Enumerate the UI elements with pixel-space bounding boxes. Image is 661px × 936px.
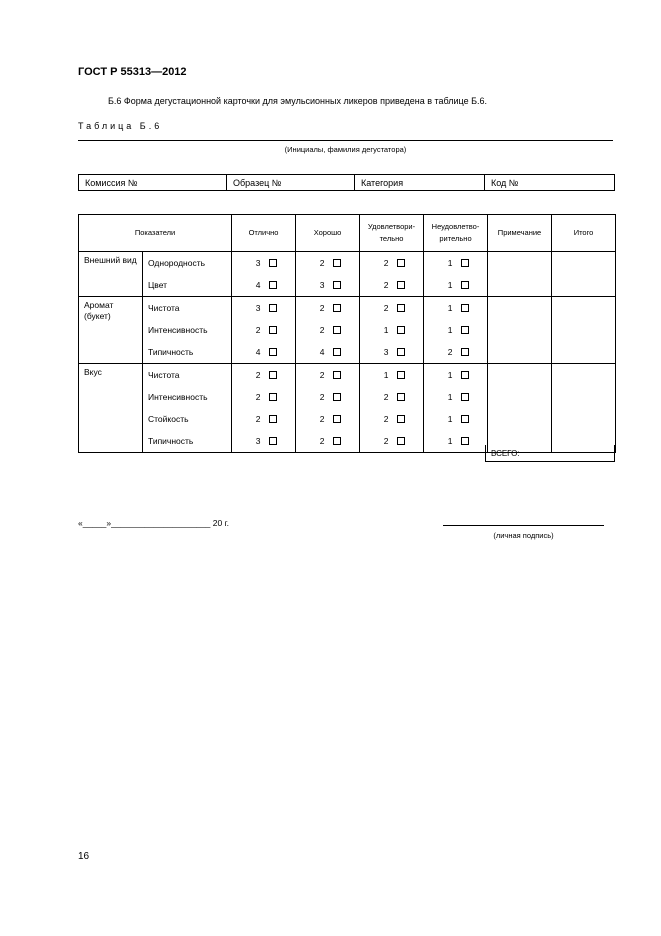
score-column	[360, 297, 424, 364]
score-checkbox[interactable]	[333, 281, 341, 289]
group-row	[79, 364, 616, 453]
score-column	[232, 297, 296, 364]
total-cell[interactable]	[552, 297, 616, 364]
score-checkbox[interactable]	[269, 393, 277, 401]
score-value: 4	[255, 280, 261, 290]
total-cell[interactable]	[552, 364, 616, 453]
table-label: Таблица Б.6	[78, 121, 163, 131]
score-value: 1	[447, 414, 453, 424]
score-option[interactable]	[424, 297, 487, 319]
score-option[interactable]	[232, 297, 295, 319]
indicator-name: Интенсивность	[148, 325, 208, 335]
score-value: 4	[255, 347, 261, 357]
score-value: 2	[447, 347, 453, 357]
score-option[interactable]	[424, 364, 487, 386]
score-option[interactable]	[424, 341, 487, 363]
score-value: 1	[447, 258, 453, 268]
score-checkbox[interactable]	[461, 326, 469, 334]
score-column	[232, 364, 296, 453]
score-option[interactable]	[360, 408, 423, 430]
score-checkbox[interactable]	[461, 304, 469, 312]
indicator-name: Стойкость	[148, 414, 189, 424]
score-option[interactable]	[296, 252, 359, 274]
score-column	[360, 252, 424, 297]
score-checkbox[interactable]	[333, 259, 341, 267]
score-checkbox[interactable]	[461, 348, 469, 356]
score-value: 2	[255, 325, 261, 335]
score-option[interactable]	[360, 430, 423, 452]
score-checkbox[interactable]	[397, 437, 405, 445]
score-column	[424, 297, 488, 364]
score-checkbox[interactable]	[269, 371, 277, 379]
score-option[interactable]	[424, 430, 487, 452]
info-table	[78, 174, 615, 191]
score-option[interactable]	[424, 252, 487, 274]
indicator-name: Типичность	[148, 436, 194, 446]
signature-line	[443, 525, 604, 526]
score-value: 1	[447, 325, 453, 335]
score-value: 2	[255, 392, 261, 402]
document-standard-title: ГОСТ Р 55313—2012	[78, 66, 187, 78]
header-indicators: Показатели	[79, 215, 232, 252]
score-checkbox[interactable]	[397, 348, 405, 356]
score-checkbox[interactable]	[461, 371, 469, 379]
score-option[interactable]	[232, 430, 295, 452]
indicator-list	[143, 252, 232, 297]
taster-name-line	[78, 140, 613, 141]
score-value: 2	[319, 258, 325, 268]
header-satisfactory: Удовлетвори- тельно	[360, 215, 424, 252]
info-cell-sample: Образец №	[227, 175, 355, 191]
score-option[interactable]	[424, 274, 487, 296]
info-cell-category: Категория	[355, 175, 485, 191]
tasting-table	[78, 214, 616, 453]
score-value: 2	[383, 280, 389, 290]
score-checkbox[interactable]	[269, 281, 277, 289]
score-value: 1	[447, 392, 453, 402]
score-option[interactable]	[360, 341, 423, 363]
date-line: «_____»_____________________ 20 г.	[78, 518, 229, 528]
score-value: 2	[383, 414, 389, 424]
header-good: Хорошо	[296, 215, 360, 252]
score-checkbox[interactable]	[397, 371, 405, 379]
score-value: 3	[319, 280, 325, 290]
group-row	[79, 252, 616, 297]
taster-name-caption: (Инициалы, фамилия дегустатора)	[284, 145, 407, 154]
score-value: 1	[447, 280, 453, 290]
score-value: 2	[319, 325, 325, 335]
header-note: Примечание	[488, 215, 552, 252]
score-checkbox[interactable]	[461, 437, 469, 445]
total-box	[485, 445, 615, 462]
score-value: 1	[383, 325, 389, 335]
group-name: Внешний вид	[79, 252, 143, 297]
score-column	[424, 364, 488, 453]
indicator-name: Однородность	[148, 258, 206, 268]
score-checkbox[interactable]	[333, 393, 341, 401]
score-value: 2	[255, 370, 261, 380]
score-value: 2	[383, 436, 389, 446]
indicator-list	[143, 297, 232, 364]
score-checkbox[interactable]	[397, 326, 405, 334]
indicator-name: Чистота	[148, 303, 180, 313]
note-cell[interactable]	[488, 364, 552, 453]
score-value: 1	[447, 370, 453, 380]
score-checkbox[interactable]	[269, 326, 277, 334]
score-option[interactable]	[296, 364, 359, 386]
indicator-name: Цвет	[148, 280, 168, 290]
score-option[interactable]	[232, 408, 295, 430]
score-column	[296, 252, 360, 297]
score-option[interactable]	[360, 319, 423, 341]
score-value: 3	[255, 303, 261, 313]
score-checkbox[interactable]	[397, 415, 405, 423]
score-value: 2	[319, 414, 325, 424]
note-cell[interactable]	[488, 252, 552, 297]
score-column	[424, 252, 488, 297]
score-checkbox[interactable]	[333, 326, 341, 334]
score-column	[296, 297, 360, 364]
group-name: Аромат (букет)	[79, 297, 143, 364]
score-option[interactable]	[232, 364, 295, 386]
group-name: Вкус	[79, 364, 143, 453]
score-option[interactable]	[424, 386, 487, 408]
score-option[interactable]	[232, 274, 295, 296]
score-checkbox[interactable]	[333, 304, 341, 312]
score-value: 3	[383, 347, 389, 357]
score-value: 3	[255, 436, 261, 446]
total-label: ВСЕГО:	[486, 445, 615, 462]
score-option[interactable]	[360, 297, 423, 319]
score-checkbox[interactable]	[397, 304, 405, 312]
score-value: 1	[383, 370, 389, 380]
score-value: 2	[319, 392, 325, 402]
score-option[interactable]	[296, 341, 359, 363]
score-option[interactable]	[360, 274, 423, 296]
score-checkbox[interactable]	[269, 304, 277, 312]
score-option[interactable]	[296, 430, 359, 452]
header-excellent: Отлично	[232, 215, 296, 252]
score-option[interactable]	[360, 364, 423, 386]
score-option[interactable]	[232, 252, 295, 274]
score-checkbox[interactable]	[461, 281, 469, 289]
score-value: 2	[383, 392, 389, 402]
note-cell[interactable]	[488, 297, 552, 364]
total-cell[interactable]	[552, 252, 616, 297]
score-checkbox[interactable]	[397, 393, 405, 401]
score-option[interactable]	[360, 252, 423, 274]
score-option[interactable]	[232, 341, 295, 363]
score-checkbox[interactable]	[397, 259, 405, 267]
page-number: 16	[78, 851, 90, 862]
score-value: 2	[319, 370, 325, 380]
score-option[interactable]	[296, 274, 359, 296]
signature-caption: (личная подпись)	[493, 531, 554, 540]
score-checkbox[interactable]	[461, 393, 469, 401]
score-checkbox[interactable]	[397, 281, 405, 289]
score-checkbox[interactable]	[269, 437, 277, 445]
score-value: 1	[447, 303, 453, 313]
score-option[interactable]	[296, 297, 359, 319]
score-checkbox[interactable]	[333, 415, 341, 423]
score-value: 1	[447, 436, 453, 446]
header-unsatisfactory: Неудовлетво- рительно	[424, 215, 488, 252]
score-value: 2	[319, 303, 325, 313]
indicator-list	[143, 364, 232, 453]
intro-paragraph: Б.6 Форма дегустационной карточки для эмульсионных ликеров приведена в таблице Б.6.	[108, 96, 488, 106]
indicator-name: Чистота	[148, 370, 180, 380]
score-value: 2	[383, 258, 389, 268]
score-value: 2	[255, 414, 261, 424]
score-checkbox[interactable]	[461, 415, 469, 423]
score-checkbox[interactable]	[461, 259, 469, 267]
score-checkbox[interactable]	[269, 259, 277, 267]
score-option[interactable]	[296, 319, 359, 341]
score-checkbox[interactable]	[269, 348, 277, 356]
score-option[interactable]	[232, 386, 295, 408]
info-cell-commission: Комиссия №	[79, 175, 227, 191]
score-value: 2	[383, 303, 389, 313]
header-total: Итого	[552, 215, 616, 252]
score-option[interactable]	[232, 319, 295, 341]
indicator-name: Интенсивность	[148, 392, 208, 402]
indicator-name: Типичность	[148, 347, 194, 357]
score-option[interactable]	[360, 386, 423, 408]
score-checkbox[interactable]	[333, 371, 341, 379]
score-checkbox[interactable]	[333, 348, 341, 356]
score-option[interactable]	[424, 408, 487, 430]
score-column	[360, 364, 424, 453]
score-column	[296, 364, 360, 453]
info-cell-code: Код №	[485, 175, 615, 191]
group-row	[79, 297, 616, 364]
score-value: 4	[319, 347, 325, 357]
score-checkbox[interactable]	[333, 437, 341, 445]
score-checkbox[interactable]	[269, 415, 277, 423]
score-value: 3	[255, 258, 261, 268]
score-value: 2	[319, 436, 325, 446]
score-column	[232, 252, 296, 297]
score-option[interactable]	[296, 386, 359, 408]
score-option[interactable]	[296, 408, 359, 430]
score-option[interactable]	[424, 319, 487, 341]
